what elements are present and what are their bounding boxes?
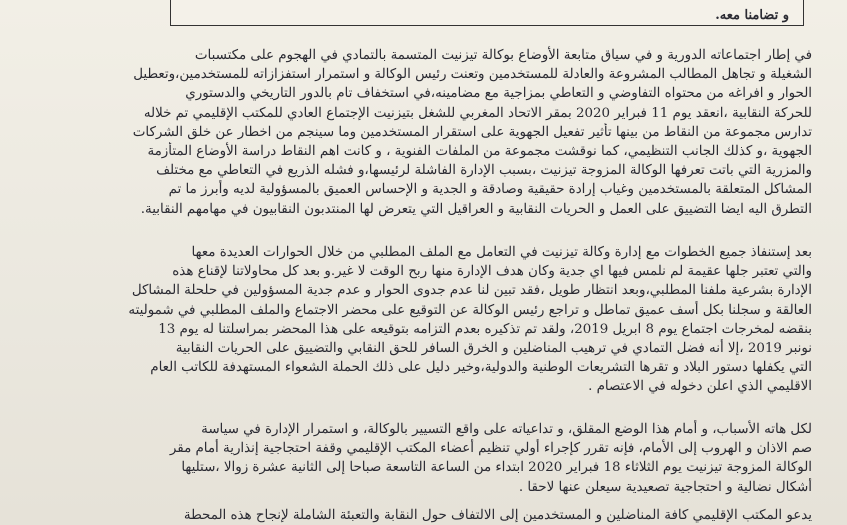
paragraph-line: الوكالة المزوجة تيزنيت يوم الثلاثاء 18 فبراير 2020 ابتداء من الساعة التاسعة صباحا إلى الثانية عشرة زوالا ،ستليها (181, 460, 812, 476)
paragraph-line: والمزرية التي باتت تعرفها الوكالة المزوجة تيزنيت ،بسبب الإدارة الفاشلة لرئيسها،و فشله الذريع في التعاطي مع مختلف (156, 163, 812, 179)
header-box (170, 0, 804, 26)
paragraph-line: الإدارة بشرعية ملفنا المطلبي،وبعد انتظار طويل ،فقد تبين لنا عدم جدوى الحوار و عدم جدية المسؤولين في حلحلة المشاكل (131, 283, 812, 299)
paragraph-line: الجهوية ،و كذلك الجانب التنظيمي، كما نوقشت مجموعة من الملفات الفنوية ، و كانت اهم النقاط دراسة الأوضاع المتأزمة (147, 143, 812, 159)
paragraph-line: والتي تعتبر جلها عقيمة لم نلمس فيها اي جدية وكان هدف الإدارة منها ربح الوقت لا غير.و بعد كل محاولاتنا لإقناع هذه (172, 264, 812, 280)
paragraph-line: للحركة النقابية ،انعقد يوم 11 فبراير 2020 بمقر الاتحاد المغربي للشغل بتيزنيت الإجتماع العادي للمكتب الإقليمي تم خلاله (143, 105, 812, 121)
paragraph-line: الشغيلة و تجاهل المطالب المشروعة والعادلة للمستخدمين وتعنت رئيس الوكالة و استمرار استفزازاته للمستخدمين،وتعطيل (133, 67, 812, 83)
paragraph-line: نونبر 2019 ،إلا أنه فضل التمادي في ترهيب المناضلين و الخرق السافر للحق النقابي والتضييق على الحريات النقابية (175, 340, 812, 356)
paragraph-line: العالقة و سجلنا بكل أسف عميق تماطل و تراجع رئيس الوكالة عن التوقيع على محضر الاجتماع والملف المطلبي في شموليته (128, 302, 812, 318)
paragraph-line: التطرق اليه ايضا التضييق على العمل و الحريات النقابية و العراقيل التي يتعرض لها المنتدبون النقابيون في مهامهم النقابية. (140, 201, 812, 217)
paragraph-line: لكل هاته الأسباب، و أمام هذا الوضع المقلق، و تداعياته على واقع التسيير بالوكالة، و استمرار الإدارة في سياسة (201, 422, 812, 437)
paragraph-line: في إطار اجتماعاته الدورية و في سياق متابعة الأوضاع بوكالة تيزنيت المتسمة بالتمادي في الهجوم على مكتسبات (194, 48, 812, 63)
paragraph-call (90, 506, 812, 525)
paragraph-line: التي يكفلها دستور البلاد و تقرها التشريعات الوطنية والدولية،وخير دليل على ذلك الحملة الشعواء المستهدفة للكاتب العام (150, 360, 812, 376)
paragraph-meeting (90, 46, 812, 219)
paragraph-line: المشاكل المتعلقة بالمستخدمين وغياب إرادة حقيقية وصادقة و الجدية و الإحساس العميق بالمسؤولية لديه وأبرز ما تم (168, 182, 812, 198)
paragraph-negotiations (90, 243, 812, 397)
paragraph-line: تدارس مجموعة من النقاط من بينها تأثير تفعيل الجهوية على استقرار المستخدمين وما سينجم من اخطار عن خلق الشركات (132, 124, 812, 140)
paragraph-line: الحوار و افراغه من محتواه التفاوضي و التعاطي بمزاجية مع مضامينه،في استخفاف تام بالدور التاريخي والدستوري (185, 86, 812, 102)
paragraph-protest (90, 420, 812, 497)
paragraph-line: يدعو المكتب الإقليمي كافة المناضلين و المستخدمين إلى الالتفاف حول النقابة والتعبئة الشاملة لإنجاح هذه المحطة (183, 508, 812, 523)
paragraph-line: أشكال نضالية و احتجاجية تصعيدية سيعلن عنها لاحقا . (518, 479, 812, 495)
paragraph-line: بعد إستنفاذ جميع الخطوات مع إدارة وكالة تيزنيت في التعامل مع الملف المطلبي من خلال الحوارات العديدة معها (191, 245, 812, 260)
header-closing-text: و تضامنا معه. (715, 8, 789, 23)
paragraph-line: الاقليمي الذي اعلن دخوله في الاعتصام . (588, 379, 812, 395)
paragraph-line: صم الاذان و الهروب إلى الأمام، فإنه تقرر كإجراء أولي تنظيم أعضاء المكتب الإقليمي وقفة احتجاجية إنذارية أمام مقر (169, 441, 812, 457)
paragraph-line: بنقضه لمخرجات اجتماع يوم 8 ابريل 2019، ولقد تم تذكيره بعدم التزامه بتوقيعه على هذا المحضر بمراسلتنا له يوم 13 (158, 321, 812, 337)
